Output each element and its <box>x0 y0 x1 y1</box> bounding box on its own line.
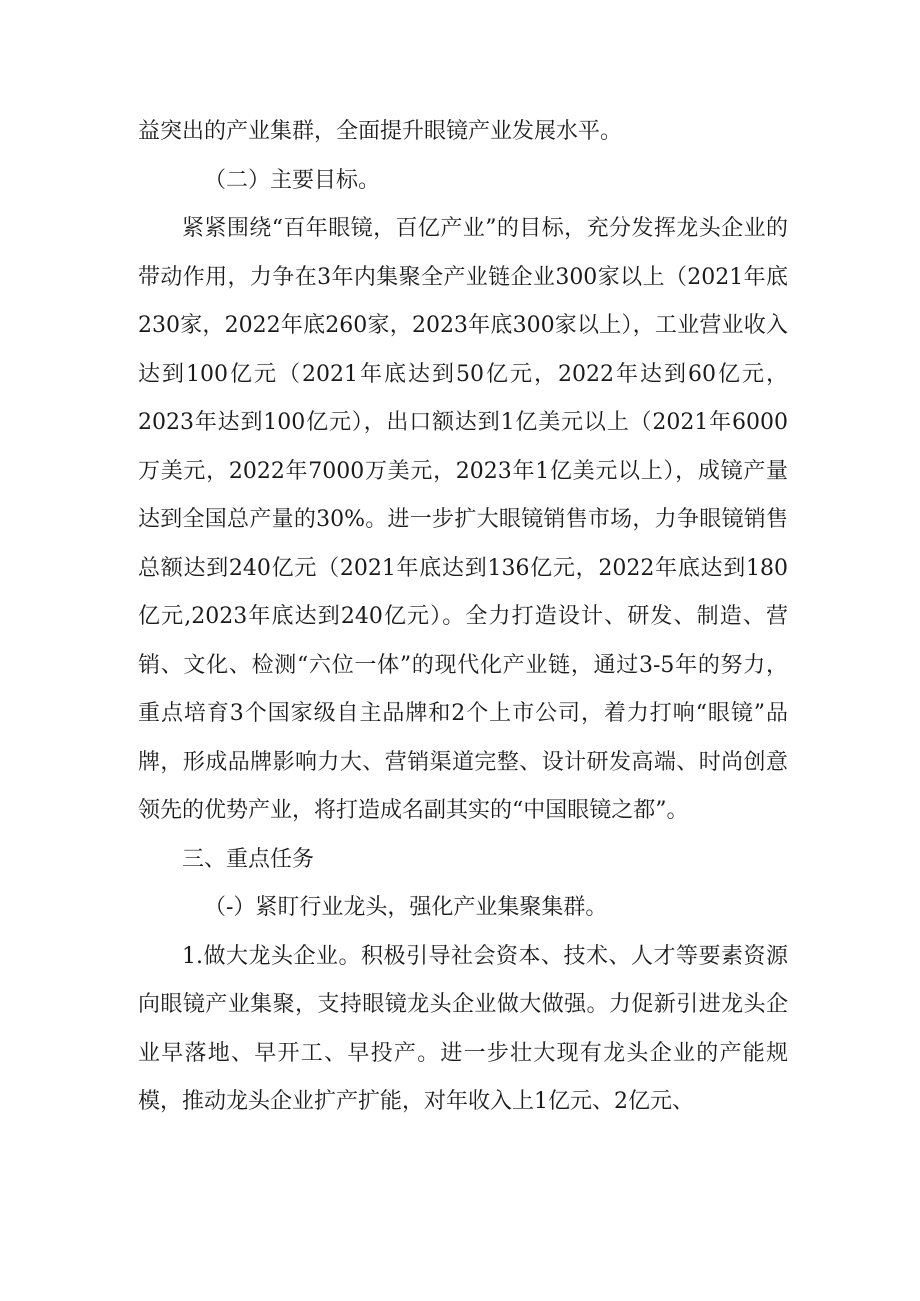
section-heading-industry-leaders: （-）紧盯行业龙头，强化产业集聚集群。 <box>204 895 608 920</box>
section-heading-main-goals: （二）主要目标。 <box>204 167 381 193</box>
paragraph-leading-enterprises: 1.做大龙头企业。积极引导社会资本、技术、人才等要素资源向眼镜产业集聚，支持眼镜龙头企业做大做强。力促新引进龙头企业早落地、早开工、早投产。进一步壮大现有龙头企业的产能规模，推动龙头企业扩产扩能，对年收入上1亿元、2亿元、 <box>138 943 788 1114</box>
document-body <box>138 108 788 1127</box>
paragraph-continuation: 益突出的产业集群，全面提升眼镜产业发展水平。 <box>138 119 623 144</box>
paragraph-main-goals: 紧紧围绕“百年眼镜，百亿产业”的目标，充分发挥龙头企业的带动作用，力争在3年内集聚全产业链企业300家以上（2021年底230家，2022年底260家，2023年底300家以上），工业营业收入达到100亿元（2021年底达到50亿元，2022年达到60亿元，2023年达到100亿元），出口额达到1亿美元以上（2021年6000万美元，2022年7000万美元，2023年1亿美元以上），成镜产量达到全国总产量的30%。进一步扩大眼镜销售市场，力争眼镜销售总额达到240亿元（2021年底达到136亿元，2022年底达到180亿元,2023年底达到240亿元）。全力打造设计、研发、制造、营销、文化、检测“六位一体”的现代化产业链，通过3-5年的努力，重点培育3个国家级自主品牌和2个上市公司，着力打响“眼镜”品牌，形成品牌影响力大、营销渠道完整、设计研发高端、时尚创意领先的优势产业，将打造成名副其实的“中国眼镜之都”。 <box>138 216 788 823</box>
section-heading-key-tasks: 三、重点任务 <box>182 846 315 872</box>
